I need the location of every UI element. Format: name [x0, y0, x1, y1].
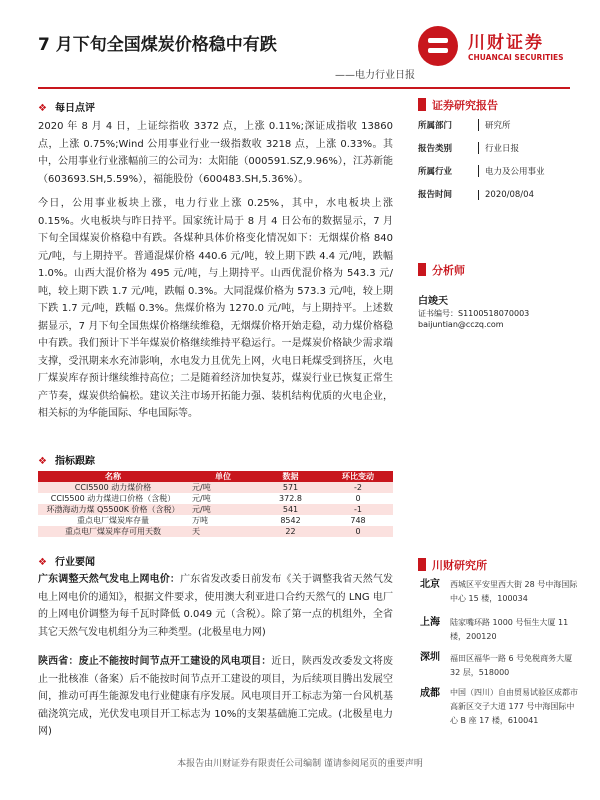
table-row: CCI5500 动力煤价格 元/吨 571 -2	[38, 482, 393, 493]
page-footer: 本报告由川财证券有限责任公司编制 谨请参阅尾页的重要声明	[177, 759, 423, 769]
logo-name-en: CHUANCAI SECURITIES	[468, 53, 564, 62]
office-address: 福田区福华一路 6 号免税商务大厦 32 层，518000	[450, 654, 573, 677]
table-row: CCI5500 动力煤进口价格（含税） 元/吨 372.8 0	[50, 494, 361, 503]
analyst-cert: 证书编号：S1100518070003	[418, 309, 530, 318]
news-item-2	[38, 653, 393, 741]
analyst-name: 白竣天	[418, 296, 448, 307]
diamond-bullet-icon: ❖	[38, 557, 47, 568]
section-marker-icon	[418, 558, 426, 571]
col-header-unit: 单位	[188, 471, 258, 482]
section-marker-icon	[418, 263, 426, 276]
company-logo	[410, 22, 570, 70]
daily-review-para2: 今日，公用事业板块上涨，电力行业上涨 0.25%，其中，水电板块上涨 0.15%。火电板块与昨日持平。国家统计局于 8 月 4 日公布的数据显示，7 月下旬全国煤炭价格稳中有跌。各煤种具体价格变化情况如下：无烟煤价格 840 元/吨，与上期持平。普通混煤价格 440.6 元/吨，较上期下跌 4.4 元/吨，跌幅 1.0%。山西大混价格为 495 元/吨，与上期持平。山西优混价格为 543.3 元/吨，较上期下跌 1.7 元/吨，跌幅 0.3%。大同混煤价格为 573.3 元/吨，较上期下跌 1.7 元/吨，跌幅 0.3%。焦煤价格为 1270.0 元/吨，与上期持平。上述数据显示，7 月下旬全国焦煤价格继续维稳，无烟煤价格开始走稳，动力煤价格稳中有跌。我们预计下半年煤炭价格继续维持平稳运行。一是煤炭价格缺少需求端支撑，受汛期来水充沛影响，水电发力且优先上网，火电日耗煤受到挤压，火电厂煤炭库存预计继续维持高位；二是随着经济加快复苏，煤炭行业已恢复正常生产节奏，煤炭供给偏松。建议关注市场开拓能力强、装机结构优质的火电企业，相关标的为华能国际、华电国际等。	[38, 198, 393, 419]
section-marker-icon	[418, 98, 426, 111]
section-daily-review: ❖ 每日点评	[38, 103, 95, 114]
diamond-bullet-icon: ❖	[38, 456, 47, 467]
col-header-value: 数据	[258, 471, 323, 482]
office-city: 上海	[420, 617, 440, 628]
news-1-body: 广东省发改委日前发布《关于调整我省天然气发电上网电价的通知》，根据文件要求，使用澳大利亚进口合约天然气的 LNG 电厂的上网电价调整为每千瓦时降低 0.049 元（含税）。除了第一点的机组外，全省其它天然气发电机组分为三种类型。(北极星电力网)	[38, 574, 394, 638]
office-address: 陆家嘴环路 1000 号恒生大厦 11 楼，200120	[450, 618, 569, 641]
logo-name-cn: 川财证券	[468, 33, 544, 53]
indicator-table	[38, 471, 393, 537]
news-item-1	[38, 571, 393, 641]
sidebar-report-heading: 证券研究报告	[418, 97, 498, 113]
news-1-lead: 广东调整天然气发电上网电价：	[38, 574, 181, 585]
news-2-lead: 陕西省：废止不能按时间节点开工建设的风电项目：	[38, 656, 272, 667]
office-city: 深圳	[420, 652, 440, 663]
report-info-row: 报告时间 2020/08/04	[418, 190, 534, 200]
office-address: 中国（四川）自由贸易试验区成都市高新区交子大道 177 号中海国际中心 B 座 17 楼，610041	[450, 688, 578, 725]
analyst-email[interactable]: baijuntian@cczq.com	[418, 320, 504, 329]
news-2-body: 近日，陕西发改委发文将废止一批核准（备案）后不能按时间节点开工建设的项目，为后续项目腾出发展空间，推动可再生能源发电行业健康有序发展。风电项目开工标志为第一台风机基础浇筑完成，光伏发电项目开工标志为 10%的支架基础施工完成。(北极星电力网)	[38, 656, 394, 737]
daily-review-para1: 2020 年 8 月 4 日，上证综指收 3372 点，上涨 0.11%;深证成指收 13860 点，上涨 0.75%;Wind 公用事业行业一级指数收 3218 点，上涨 0.33%。其中，公用事业行业涨幅前三的公司为：太阳能（000591.SZ,9.96%），江苏新能（603693.SH,5.59%），福能股份（600483.SH,5.36%）。	[38, 121, 393, 185]
diamond-bullet-icon: ❖	[38, 103, 47, 114]
table-row: 环渤海动力煤 Q5500K 价格（含税） 元/吨 541 -1	[38, 504, 393, 515]
col-header-name: 名称	[38, 471, 188, 482]
table-header-row	[38, 471, 393, 482]
col-header-change: 环比变动	[323, 471, 393, 482]
office-city: 北京	[420, 579, 440, 590]
sidebar-institute-heading: 川财研究所	[418, 557, 487, 573]
office-city: 成都	[420, 688, 440, 699]
section-industry-news: ❖ 行业要闻	[38, 557, 95, 568]
table-row: 重点电厂煤炭库存可用天数 天 22 0	[38, 526, 393, 537]
header-divider	[38, 87, 570, 89]
table-row: 重点电厂煤炭库存量 万吨 8542 748	[77, 516, 366, 525]
sidebar-analyst-heading: 分析师	[418, 262, 465, 278]
logo-mark-icon	[418, 26, 458, 66]
section-indicators: ❖ 指标跟踪	[38, 456, 95, 467]
report-info-row: 报告类别 行业日报	[418, 144, 520, 154]
report-info-row: 所属部门 研究所	[418, 121, 511, 131]
report-subtitle: ——电力行业日报	[335, 70, 415, 81]
report-title: 7 月下旬全国煤炭价格稳中有跌	[38, 35, 277, 55]
report-info-row: 所属行业 电力及公用事业	[418, 167, 545, 177]
office-address: 西城区平安里西大街 28 号中海国际中心 15 楼，100034	[450, 580, 578, 603]
